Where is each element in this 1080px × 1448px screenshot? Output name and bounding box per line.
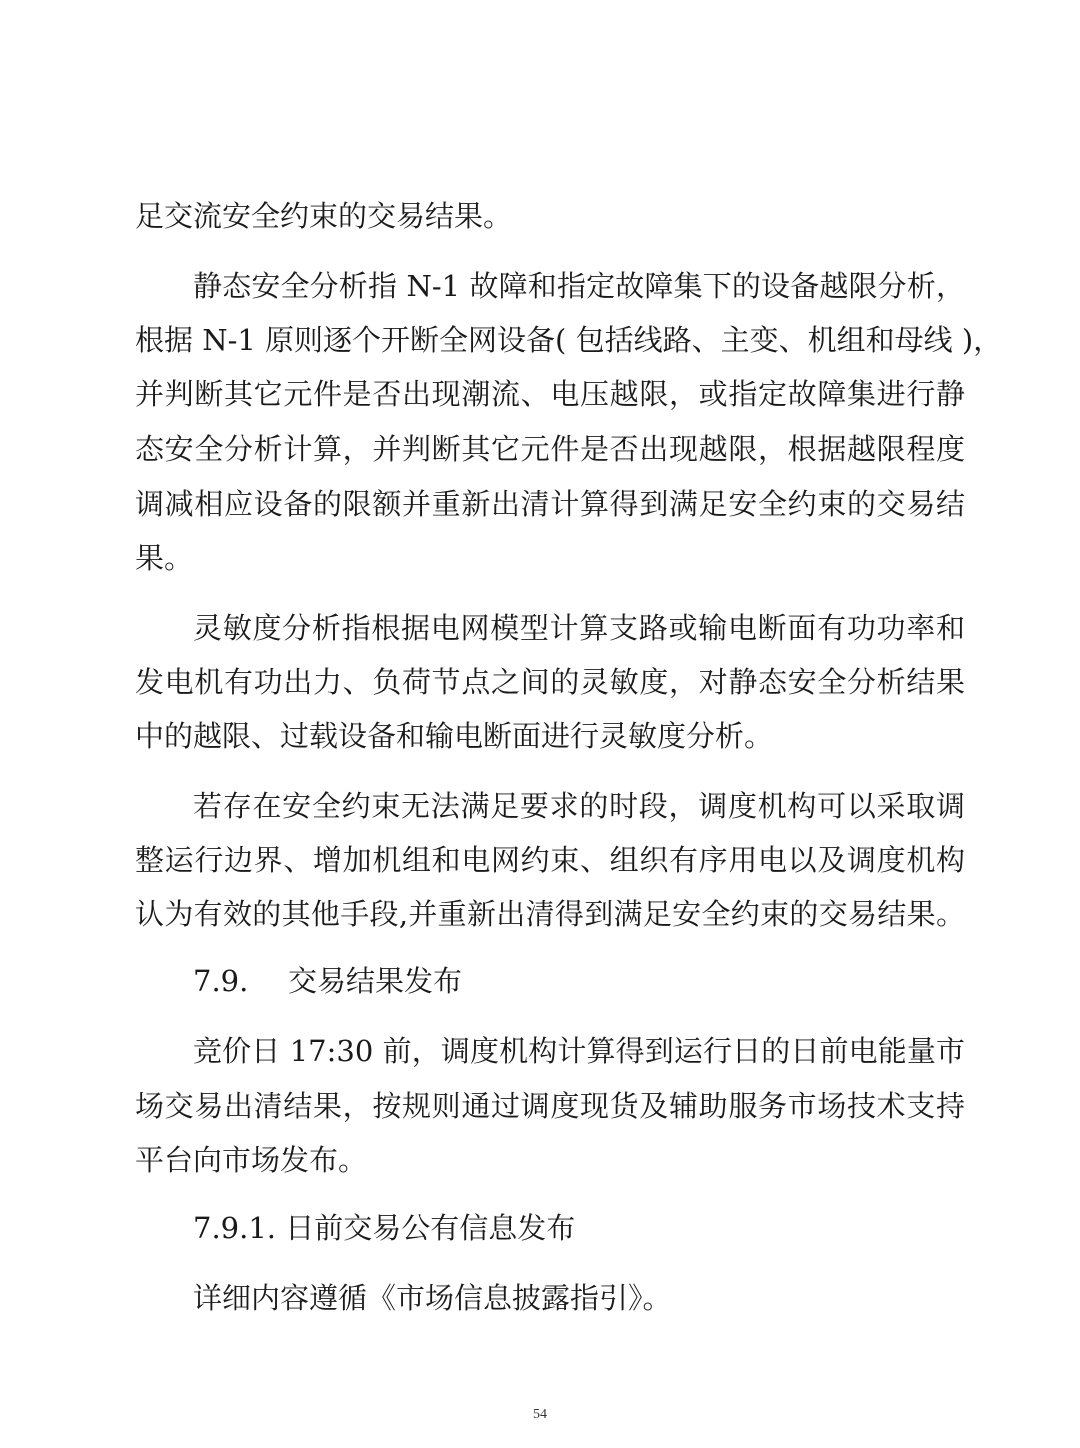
subsection-heading: 7.9.1. 日前交易公有信息发布: [193, 1211, 576, 1245]
paragraph-line: 并判断其它元件是否出现潮流、电压越限，或指定故障集进行静: [135, 377, 965, 411]
paragraph-line: 平台向市场发布。: [135, 1143, 368, 1177]
section-number: 7.9.: [193, 964, 249, 998]
paragraph-line: 灵敏度分析指根据电网模型计算支路或输电断面有功功率和: [193, 611, 965, 645]
paragraph-line: 足交流安全约束的交易结果。: [135, 199, 513, 233]
paragraph-line: 根据 N-1 原则逐个开断全网设备( 包括线路、主变、机组和母线 )，: [135, 323, 1003, 357]
paragraph-line: 详细内容遵循《市场信息披露指引》。: [193, 1281, 672, 1315]
paragraph-line: 场交易出清结果，按规则通过调度现货及辅助服务市场技术支持: [135, 1089, 965, 1123]
paragraph-line: 认为有效的其他手段,并重新出清得到满足安全约束的交易结果。: [135, 897, 965, 931]
page-number: 54: [533, 1407, 547, 1422]
paragraph-line: 果。: [135, 541, 194, 575]
section-heading: [193, 961, 462, 1001]
paragraph-line: 中的越限、过载设备和输电断面进行灵敏度分析。: [135, 719, 774, 753]
paragraph-line: 发电机有功出力、负荷节点之间的灵敏度，对静态安全分析结果: [135, 665, 965, 699]
paragraph-line: 若存在安全约束无法满足要求的时段，调度机构可以采取调: [193, 789, 965, 823]
paragraph-line: 整运行边界、增加机组和电网约束、组织有序用电以及调度机构: [135, 843, 965, 877]
section-title: 交易结果发布: [288, 964, 463, 998]
paragraph-line: 态安全分析计算，并判断其它元件是否出现越限，根据越限程度: [135, 432, 965, 466]
paragraph-line: 静态安全分析指 N-1 故障和指定故障集下的设备越限分析，: [193, 269, 965, 303]
paragraph-line: 竞价日 17:30 前，调度机构计算得到运行日的日前电能量市: [193, 1034, 965, 1068]
paragraph-line: 调减相应设备的限额并重新出清计算得到满足安全约束的交易结: [135, 487, 965, 521]
